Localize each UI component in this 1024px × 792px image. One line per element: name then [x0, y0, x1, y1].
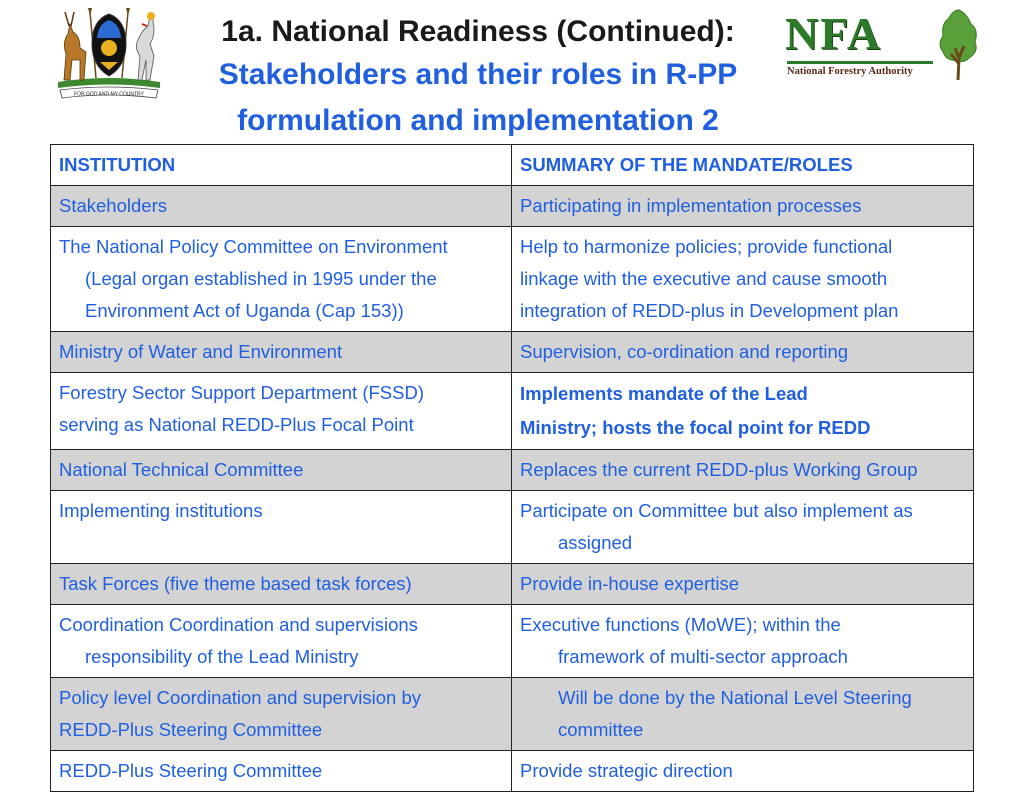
institution-line: serving as National REDD-Plus Focal Point — [59, 414, 414, 435]
table-row — [51, 450, 974, 491]
role-cell: Participating in implementation processes — [512, 186, 974, 227]
institution-cell: Implementing institutions — [51, 491, 512, 564]
nfa-logo — [785, 8, 985, 80]
table-row — [51, 373, 974, 450]
role-line: Help to harmonize policies; provide functional — [520, 236, 893, 257]
table-row — [51, 605, 974, 678]
header-institution: INSTITUTION — [51, 145, 512, 186]
institution-cell — [51, 227, 512, 332]
role-line: Participate on Committee but also implement as — [520, 500, 913, 521]
table-row — [51, 491, 974, 564]
role-line: framework of multi-sector approach — [558, 646, 848, 667]
institution-cell: Task Forces (five theme based task forces) — [51, 564, 512, 605]
role-line: Will be done by the National Level Steering — [558, 687, 912, 708]
role-cell — [512, 373, 974, 450]
slide-title — [178, 12, 778, 144]
role-cell — [512, 227, 974, 332]
header-roles: SUMMARY OF THE MANDATE/ROLES — [512, 145, 974, 186]
institution-cell — [51, 605, 512, 678]
institution-line: Coordination Coordination and supervisions — [59, 614, 418, 635]
tree-icon — [937, 8, 981, 80]
role-line: committee — [558, 719, 644, 740]
title-line-3: formulation and implementation 2 — [237, 104, 719, 137]
role-cell: Replaces the current REDD-plus Working Group — [512, 450, 974, 491]
role-cell: Supervision, co-ordination and reporting — [512, 332, 974, 373]
role-cell — [512, 678, 974, 751]
institution-line: (Legal organ established in 1995 under the — [85, 268, 437, 289]
institution-cell — [51, 373, 512, 450]
institution-line: REDD-Plus Steering Committee — [59, 719, 323, 740]
coat-motto: FOR GOD AND MY COUNTRY — [74, 91, 144, 98]
table-row — [51, 678, 974, 751]
title-line-2: Stakeholders and their roles in R-PP — [218, 58, 738, 91]
table-row — [51, 564, 974, 605]
role-cell — [512, 605, 974, 678]
role-cell: Provide in-house expertise — [512, 564, 974, 605]
institution-line: The National Policy Committee on Environment — [59, 236, 448, 257]
institution-cell — [51, 678, 512, 751]
institution-line: Forestry Sector Support Department (FSSD) — [59, 382, 424, 403]
role-cell — [512, 491, 974, 564]
institution-cell: Stakeholders — [51, 186, 512, 227]
table-row — [51, 186, 974, 227]
nfa-abbr: NFA — [785, 8, 883, 59]
role-line: Implements mandate of the Lead — [520, 383, 808, 404]
nfa-full-name: National Forestry Authority — [787, 66, 913, 77]
title-line-1: 1a. National Readiness (Continued): — [221, 15, 735, 48]
institution-cell: National Technical Committee — [51, 450, 512, 491]
institution-line: responsibility of the Lead Ministry — [85, 646, 359, 667]
role-line: linkage with the executive and cause smooth — [520, 268, 888, 289]
role-cell: Provide strategic direction — [512, 751, 974, 792]
institution-line: Environment Act of Uganda (Cap 153)) — [85, 300, 404, 321]
nfa-rule — [787, 61, 933, 64]
stakeholders-table — [50, 144, 974, 792]
role-line: Executive functions (MoWE); within the — [520, 614, 841, 635]
table-header-row — [51, 145, 974, 186]
role-line: Ministry; hosts the focal point for REDD — [520, 417, 871, 438]
table-row — [51, 227, 974, 332]
institution-cell: REDD-Plus Steering Committee — [51, 751, 512, 792]
table-row — [51, 332, 974, 373]
coat-of-arms-icon — [50, 4, 168, 100]
role-line: assigned — [558, 532, 633, 553]
role-line: integration of REDD-plus in Development plan — [520, 300, 899, 321]
table-row — [51, 751, 974, 792]
institution-cell: Ministry of Water and Environment — [51, 332, 512, 373]
institution-line: Policy level Coordination and supervision by — [59, 687, 421, 708]
